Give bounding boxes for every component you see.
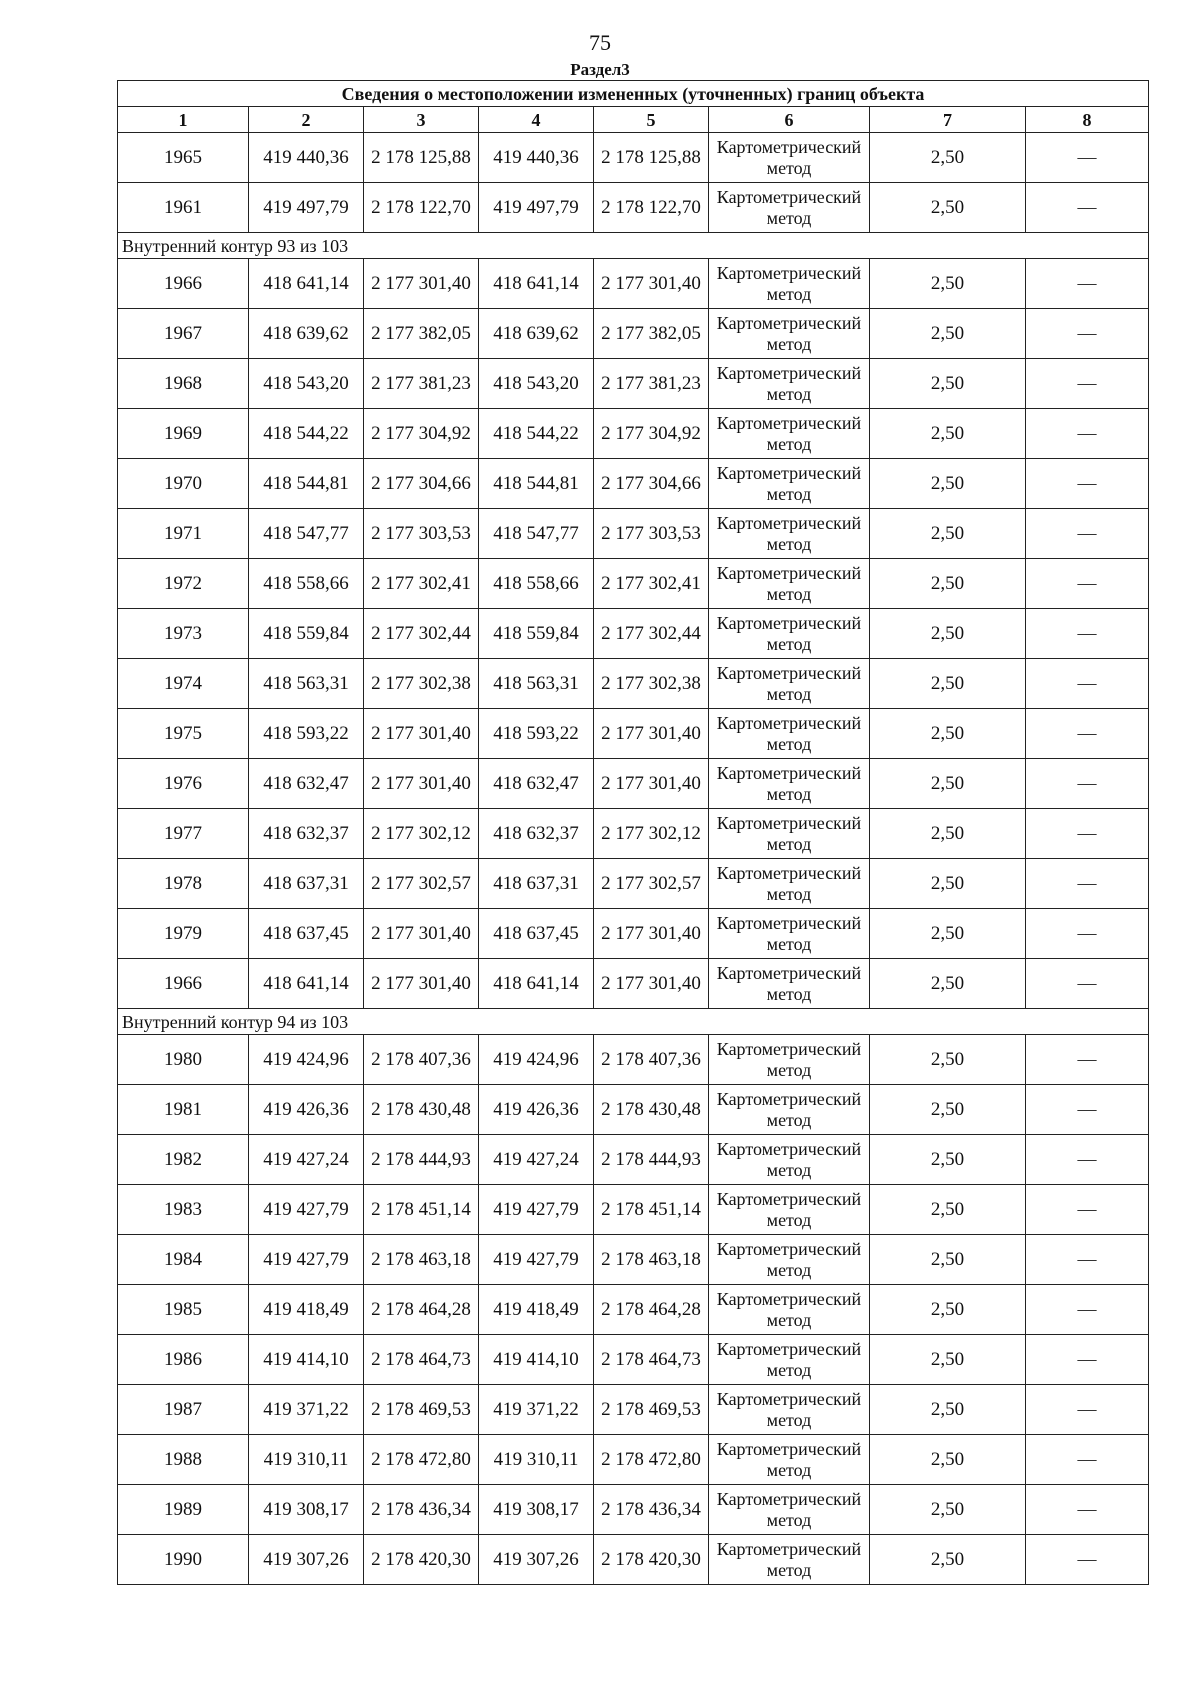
y-coordinate-cell: 2 178 407,36 [594, 1035, 709, 1085]
y-coordinate-cell: 2 178 451,14 [594, 1185, 709, 1235]
y-coordinate-cell: 2 178 469,53 [364, 1385, 479, 1435]
x-coordinate-cell: 419 424,96 [249, 1035, 364, 1085]
method-cell: Картометрический метод [709, 1185, 870, 1235]
x-coordinate-cell: 418 547,77 [249, 509, 364, 559]
point-number-cell: 1986 [118, 1335, 249, 1385]
y-coordinate-cell: 2 177 301,40 [364, 709, 479, 759]
section-title: Раздел3 [570, 60, 630, 79]
note-cell: — [1026, 459, 1149, 509]
x-coordinate-cell: 418 637,45 [479, 909, 594, 959]
column-header: 4 [479, 107, 594, 133]
x-coordinate-cell: 418 544,22 [249, 409, 364, 459]
method-cell: Картометрический метод [709, 709, 870, 759]
y-coordinate-cell: 2 177 382,05 [364, 309, 479, 359]
method-cell: Картометрический метод [709, 759, 870, 809]
y-coordinate-cell: 2 177 302,12 [594, 809, 709, 859]
y-coordinate-cell: 2 177 302,38 [594, 659, 709, 709]
column-number-row [118, 107, 1149, 133]
point-number-cell: 1988 [118, 1435, 249, 1485]
method-cell: Картометрический метод [709, 1085, 870, 1135]
y-coordinate-cell: 2 178 464,73 [594, 1335, 709, 1385]
method-cell: Картометрический метод [709, 859, 870, 909]
x-coordinate-cell: 418 632,37 [249, 809, 364, 859]
column-header: 7 [870, 107, 1026, 133]
table-row [118, 959, 1149, 1009]
y-coordinate-cell: 2 178 430,48 [364, 1085, 479, 1135]
y-coordinate-cell: 2 177 301,40 [594, 959, 709, 1009]
accuracy-cell: 2,50 [870, 309, 1026, 359]
y-coordinate-cell: 2 178 125,88 [364, 133, 479, 183]
accuracy-cell: 2,50 [870, 1185, 1026, 1235]
point-number-cell: 1974 [118, 659, 249, 709]
y-coordinate-cell: 2 177 302,41 [364, 559, 479, 609]
y-coordinate-cell: 2 178 436,34 [594, 1485, 709, 1535]
point-number-cell: 1965 [118, 133, 249, 183]
x-coordinate-cell: 418 593,22 [479, 709, 594, 759]
table-row [118, 1335, 1149, 1385]
contour-label: Внутренний контур 94 из 103 [118, 1009, 1149, 1035]
method-cell: Картометрический метод [709, 359, 870, 409]
method-cell: Картометрический метод [709, 559, 870, 609]
y-coordinate-cell: 2 178 444,93 [364, 1135, 479, 1185]
y-coordinate-cell: 2 178 464,73 [364, 1335, 479, 1385]
point-number-cell: 1989 [118, 1485, 249, 1535]
x-coordinate-cell: 418 544,22 [479, 409, 594, 459]
accuracy-cell: 2,50 [870, 559, 1026, 609]
accuracy-cell: 2,50 [870, 1435, 1026, 1485]
accuracy-cell: 2,50 [870, 1335, 1026, 1385]
note-cell: — [1026, 859, 1149, 909]
x-coordinate-cell: 419 418,49 [249, 1285, 364, 1335]
method-cell: Картометрический метод [709, 809, 870, 859]
accuracy-cell: 2,50 [870, 133, 1026, 183]
y-coordinate-cell: 2 177 301,40 [364, 259, 479, 309]
method-cell: Картометрический метод [709, 1285, 870, 1335]
y-coordinate-cell: 2 177 382,05 [594, 309, 709, 359]
table-row [118, 1485, 1149, 1535]
x-coordinate-cell: 418 641,14 [479, 959, 594, 1009]
table-body [118, 81, 1149, 1585]
y-coordinate-cell: 2 178 464,28 [594, 1285, 709, 1335]
method-cell: Картометрический метод [709, 609, 870, 659]
accuracy-cell: 2,50 [870, 1385, 1026, 1435]
boundary-coordinates-table [117, 80, 1149, 1585]
table-row [118, 1185, 1149, 1235]
point-number-cell: 1978 [118, 859, 249, 909]
method-cell: Картометрический метод [709, 1535, 870, 1585]
column-header: 2 [249, 107, 364, 133]
y-coordinate-cell: 2 178 472,80 [594, 1435, 709, 1485]
accuracy-cell: 2,50 [870, 1285, 1026, 1335]
x-coordinate-cell: 419 497,79 [479, 183, 594, 233]
y-coordinate-cell: 2 177 301,40 [364, 909, 479, 959]
method-cell: Картометрический метод [709, 659, 870, 709]
point-number-cell: 1983 [118, 1185, 249, 1235]
x-coordinate-cell: 419 371,22 [479, 1385, 594, 1435]
accuracy-cell: 2,50 [870, 609, 1026, 659]
accuracy-cell: 2,50 [870, 1485, 1026, 1535]
point-number-cell: 1980 [118, 1035, 249, 1085]
y-coordinate-cell: 2 177 304,92 [594, 409, 709, 459]
y-coordinate-cell: 2 178 444,93 [594, 1135, 709, 1185]
y-coordinate-cell: 2 177 381,23 [594, 359, 709, 409]
note-cell: — [1026, 1385, 1149, 1435]
x-coordinate-cell: 418 543,20 [249, 359, 364, 409]
table-row [118, 259, 1149, 309]
table-row [118, 909, 1149, 959]
y-coordinate-cell: 2 177 301,40 [594, 709, 709, 759]
y-coordinate-cell: 2 177 301,40 [364, 759, 479, 809]
method-cell: Картометрический метод [709, 309, 870, 359]
x-coordinate-cell: 419 307,26 [249, 1535, 364, 1585]
y-coordinate-cell: 2 178 420,30 [364, 1535, 479, 1585]
table-row [118, 859, 1149, 909]
page-number: 75 [589, 30, 611, 55]
y-coordinate-cell: 2 177 302,38 [364, 659, 479, 709]
x-coordinate-cell: 418 632,47 [479, 759, 594, 809]
x-coordinate-cell: 419 427,24 [249, 1135, 364, 1185]
accuracy-cell: 2,50 [870, 509, 1026, 559]
point-number-cell: 1971 [118, 509, 249, 559]
note-cell: — [1026, 1135, 1149, 1185]
accuracy-cell: 2,50 [870, 809, 1026, 859]
y-coordinate-cell: 2 177 302,44 [594, 609, 709, 659]
table-row [118, 559, 1149, 609]
table-row [118, 1035, 1149, 1085]
accuracy-cell: 2,50 [870, 1035, 1026, 1085]
table-caption-row [118, 81, 1149, 107]
table-row [118, 809, 1149, 859]
x-coordinate-cell: 419 414,10 [249, 1335, 364, 1385]
x-coordinate-cell: 418 559,84 [479, 609, 594, 659]
note-cell: — [1026, 1235, 1149, 1285]
note-cell: — [1026, 1335, 1149, 1385]
method-cell: Картометрический метод [709, 1485, 870, 1535]
column-header: 5 [594, 107, 709, 133]
y-coordinate-cell: 2 177 301,40 [594, 259, 709, 309]
x-coordinate-cell: 418 637,45 [249, 909, 364, 959]
column-header: 3 [364, 107, 479, 133]
note-cell: — [1026, 409, 1149, 459]
y-coordinate-cell: 2 177 302,41 [594, 559, 709, 609]
note-cell: — [1026, 509, 1149, 559]
y-coordinate-cell: 2 178 469,53 [594, 1385, 709, 1435]
x-coordinate-cell: 418 632,37 [479, 809, 594, 859]
method-cell: Картометрический метод [709, 1435, 870, 1485]
table-row [118, 759, 1149, 809]
y-coordinate-cell: 2 177 304,66 [364, 459, 479, 509]
y-coordinate-cell: 2 178 436,34 [364, 1485, 479, 1535]
note-cell: — [1026, 959, 1149, 1009]
table-caption: Сведения о местоположении измененных (уточненных) границ объекта [118, 81, 1149, 107]
note-cell: — [1026, 1285, 1149, 1335]
x-coordinate-cell: 419 426,36 [249, 1085, 364, 1135]
note-cell: — [1026, 133, 1149, 183]
point-number-cell: 1990 [118, 1535, 249, 1585]
note-cell: — [1026, 1485, 1149, 1535]
x-coordinate-cell: 419 310,11 [249, 1435, 364, 1485]
contour-label: Внутренний контур 93 из 103 [118, 233, 1149, 259]
point-number-cell: 1967 [118, 309, 249, 359]
y-coordinate-cell: 2 177 302,57 [364, 859, 479, 909]
accuracy-cell: 2,50 [870, 259, 1026, 309]
accuracy-cell: 2,50 [870, 1235, 1026, 1285]
x-coordinate-cell: 419 440,36 [249, 133, 364, 183]
x-coordinate-cell: 418 637,31 [479, 859, 594, 909]
y-coordinate-cell: 2 177 303,53 [594, 509, 709, 559]
table-row [118, 1235, 1149, 1285]
note-cell: — [1026, 1535, 1149, 1585]
x-coordinate-cell: 418 544,81 [479, 459, 594, 509]
table-row [118, 609, 1149, 659]
y-coordinate-cell: 2 178 420,30 [594, 1535, 709, 1585]
column-header: 6 [709, 107, 870, 133]
x-coordinate-cell: 418 558,66 [249, 559, 364, 609]
table-row [118, 659, 1149, 709]
table-row [118, 459, 1149, 509]
accuracy-cell: 2,50 [870, 1535, 1026, 1585]
accuracy-cell: 2,50 [870, 759, 1026, 809]
y-coordinate-cell: 2 178 472,80 [364, 1435, 479, 1485]
accuracy-cell: 2,50 [870, 909, 1026, 959]
point-number-cell: 1985 [118, 1285, 249, 1335]
y-coordinate-cell: 2 178 464,28 [364, 1285, 479, 1335]
point-number-cell: 1972 [118, 559, 249, 609]
x-coordinate-cell: 419 427,79 [249, 1235, 364, 1285]
accuracy-cell: 2,50 [870, 359, 1026, 409]
accuracy-cell: 2,50 [870, 709, 1026, 759]
y-coordinate-cell: 2 178 451,14 [364, 1185, 479, 1235]
table-row [118, 1535, 1149, 1585]
method-cell: Картометрический метод [709, 1035, 870, 1085]
point-number-cell: 1981 [118, 1085, 249, 1135]
table-row [118, 183, 1149, 233]
point-number-cell: 1961 [118, 183, 249, 233]
x-coordinate-cell: 419 440,36 [479, 133, 594, 183]
point-number-cell: 1968 [118, 359, 249, 409]
accuracy-cell: 2,50 [870, 1085, 1026, 1135]
point-number-cell: 1966 [118, 959, 249, 1009]
y-coordinate-cell: 2 177 303,53 [364, 509, 479, 559]
x-coordinate-cell: 418 639,62 [249, 309, 364, 359]
x-coordinate-cell: 418 632,47 [249, 759, 364, 809]
table-row [118, 1135, 1149, 1185]
x-coordinate-cell: 419 414,10 [479, 1335, 594, 1385]
note-cell: — [1026, 759, 1149, 809]
x-coordinate-cell: 418 639,62 [479, 309, 594, 359]
accuracy-cell: 2,50 [870, 1135, 1026, 1185]
note-cell: — [1026, 1435, 1149, 1485]
x-coordinate-cell: 419 427,79 [479, 1235, 594, 1285]
table-row [118, 1285, 1149, 1335]
table-row [118, 133, 1149, 183]
method-cell: Картометрический метод [709, 409, 870, 459]
method-cell: Картометрический метод [709, 459, 870, 509]
x-coordinate-cell: 419 427,79 [249, 1185, 364, 1235]
x-coordinate-cell: 419 418,49 [479, 1285, 594, 1335]
x-coordinate-cell: 419 310,11 [479, 1435, 594, 1485]
y-coordinate-cell: 2 178 407,36 [364, 1035, 479, 1085]
note-cell: — [1026, 909, 1149, 959]
column-header: 1 [118, 107, 249, 133]
y-coordinate-cell: 2 178 122,70 [594, 183, 709, 233]
method-cell: Картометрический метод [709, 1135, 870, 1185]
point-number-cell: 1979 [118, 909, 249, 959]
x-coordinate-cell: 418 543,20 [479, 359, 594, 409]
y-coordinate-cell: 2 177 302,57 [594, 859, 709, 909]
method-cell: Картометрический метод [709, 1235, 870, 1285]
point-number-cell: 1975 [118, 709, 249, 759]
x-coordinate-cell: 419 424,96 [479, 1035, 594, 1085]
y-coordinate-cell: 2 178 122,70 [364, 183, 479, 233]
table-row [118, 1435, 1149, 1485]
note-cell: — [1026, 1185, 1149, 1235]
y-coordinate-cell: 2 177 304,66 [594, 459, 709, 509]
y-coordinate-cell: 2 178 463,18 [594, 1235, 709, 1285]
contour-header-row [118, 233, 1149, 259]
note-cell: — [1026, 1035, 1149, 1085]
point-number-cell: 1969 [118, 409, 249, 459]
method-cell: Картометрический метод [709, 133, 870, 183]
table-row [118, 709, 1149, 759]
accuracy-cell: 2,50 [870, 659, 1026, 709]
note-cell: — [1026, 359, 1149, 409]
y-coordinate-cell: 2 177 304,92 [364, 409, 479, 459]
point-number-cell: 1984 [118, 1235, 249, 1285]
point-number-cell: 1970 [118, 459, 249, 509]
point-number-cell: 1987 [118, 1385, 249, 1435]
accuracy-cell: 2,50 [870, 859, 1026, 909]
table-row [118, 1085, 1149, 1135]
note-cell: — [1026, 709, 1149, 759]
method-cell: Картометрический метод [709, 959, 870, 1009]
x-coordinate-cell: 418 563,31 [479, 659, 594, 709]
table-row [118, 1385, 1149, 1435]
note-cell: — [1026, 559, 1149, 609]
y-coordinate-cell: 2 178 430,48 [594, 1085, 709, 1135]
accuracy-cell: 2,50 [870, 959, 1026, 1009]
x-coordinate-cell: 418 547,77 [479, 509, 594, 559]
x-coordinate-cell: 418 641,14 [479, 259, 594, 309]
table-row [118, 359, 1149, 409]
x-coordinate-cell: 419 427,24 [479, 1135, 594, 1185]
note-cell: — [1026, 809, 1149, 859]
accuracy-cell: 2,50 [870, 409, 1026, 459]
y-coordinate-cell: 2 177 301,40 [364, 959, 479, 1009]
x-coordinate-cell: 419 308,17 [479, 1485, 594, 1535]
x-coordinate-cell: 418 558,66 [479, 559, 594, 609]
y-coordinate-cell: 2 177 302,44 [364, 609, 479, 659]
point-number-cell: 1982 [118, 1135, 249, 1185]
x-coordinate-cell: 419 308,17 [249, 1485, 364, 1535]
table-row [118, 509, 1149, 559]
x-coordinate-cell: 418 544,81 [249, 459, 364, 509]
x-coordinate-cell: 419 307,26 [479, 1535, 594, 1585]
note-cell: — [1026, 1085, 1149, 1135]
y-coordinate-cell: 2 177 301,40 [594, 909, 709, 959]
accuracy-cell: 2,50 [870, 459, 1026, 509]
contour-header-row [118, 1009, 1149, 1035]
method-cell: Картометрический метод [709, 259, 870, 309]
x-coordinate-cell: 418 593,22 [249, 709, 364, 759]
note-cell: — [1026, 259, 1149, 309]
note-cell: — [1026, 309, 1149, 359]
x-coordinate-cell: 418 641,14 [249, 259, 364, 309]
note-cell: — [1026, 659, 1149, 709]
x-coordinate-cell: 419 427,79 [479, 1185, 594, 1235]
y-coordinate-cell: 2 178 125,88 [594, 133, 709, 183]
note-cell: — [1026, 183, 1149, 233]
method-cell: Картометрический метод [709, 1385, 870, 1435]
point-number-cell: 1973 [118, 609, 249, 659]
method-cell: Картометрический метод [709, 183, 870, 233]
x-coordinate-cell: 418 641,14 [249, 959, 364, 1009]
x-coordinate-cell: 419 371,22 [249, 1385, 364, 1435]
method-cell: Картометрический метод [709, 1335, 870, 1385]
point-number-cell: 1976 [118, 759, 249, 809]
point-number-cell: 1966 [118, 259, 249, 309]
note-cell: — [1026, 609, 1149, 659]
x-coordinate-cell: 419 497,79 [249, 183, 364, 233]
x-coordinate-cell: 418 563,31 [249, 659, 364, 709]
y-coordinate-cell: 2 177 381,23 [364, 359, 479, 409]
x-coordinate-cell: 418 559,84 [249, 609, 364, 659]
table-row [118, 309, 1149, 359]
column-header: 8 [1026, 107, 1149, 133]
method-cell: Картометрический метод [709, 509, 870, 559]
accuracy-cell: 2,50 [870, 183, 1026, 233]
x-coordinate-cell: 419 426,36 [479, 1085, 594, 1135]
y-coordinate-cell: 2 178 463,18 [364, 1235, 479, 1285]
y-coordinate-cell: 2 177 302,12 [364, 809, 479, 859]
table-row [118, 409, 1149, 459]
y-coordinate-cell: 2 177 301,40 [594, 759, 709, 809]
x-coordinate-cell: 418 637,31 [249, 859, 364, 909]
method-cell: Картометрический метод [709, 909, 870, 959]
point-number-cell: 1977 [118, 809, 249, 859]
